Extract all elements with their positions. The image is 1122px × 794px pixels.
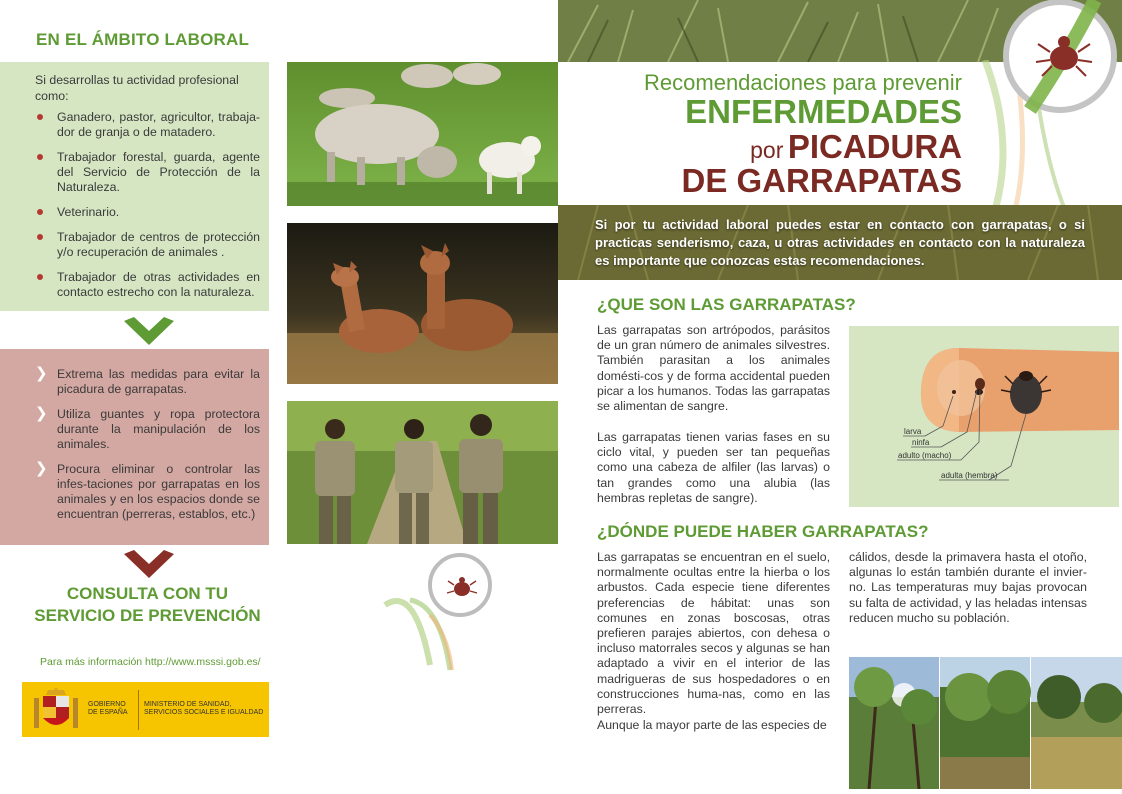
donde-paragraph-2: Aunque la mayor parte de las especies de [597, 718, 827, 732]
tick-badge-icon [1000, 0, 1118, 118]
list-item: ❯ Extrema las medidas para evitar la picadura de garrapatas. [35, 365, 260, 396]
list-item: ❯ Utiliza guantes y ropa protectora durante la manipulación de los animales. [35, 405, 260, 451]
bullet-icon [37, 274, 43, 280]
bullet-icon [37, 114, 43, 120]
more-info-link[interactable]: Para más información http://www.msssi.gob.es/ [40, 656, 261, 668]
gov-spain-text: GOBIERNO DE ESPAÑA [88, 701, 128, 716]
divider [138, 690, 139, 730]
list-item: Veterinario. [35, 205, 260, 220]
ministry-text: MINISTERIO DE SANIDAD, SERVICIOS SOCIALES E IGUALDAD [144, 701, 264, 716]
arrow-right-icon: ❯ [35, 460, 48, 477]
bullet-icon [37, 154, 43, 160]
label-adulto-macho: adulto (macho) [898, 451, 952, 460]
donde-paragraph-1: Las garrapatas se encuentran en el suelo, normalmente ocultas entre la hierba o los arbustos. Cada especie tiene diferentes preferencias de hábitat: unas son comunes en zonas boscosas, otras prefieren parajes abiertos, con dehesa o incluso matorrales secos y algunas se han adaptado a vivir en el interior de las madrigueras de sus hospedadores o en construcciones huma-nas, como en las perreras. [597, 550, 830, 717]
chevron-down-icon [124, 550, 174, 580]
section-heading-laboral: EN EL ÁMBITO LABORAL [36, 30, 250, 49]
professions-box [0, 62, 269, 311]
que-son-paragraph-2: Las garrapatas tienen varias fases en su ciclo vital, y pueden ser tan pequeñas como una cabeza de alfiler (las larvas) o tan grandes como una alubia (las hembras repletas de sangre). [597, 430, 830, 505]
list-item: Ganadero, pastor, agricultor, trabaja-dor de granja o de matadero. [35, 110, 260, 140]
bullet-icon [37, 209, 43, 215]
list-item: Trabajador de centros de protección y/o recuperación de animales . [35, 230, 260, 260]
que-son-paragraph-1: Las garrapatas son artrópodos, parásitos de un gran número de animales silvestres. También parasitan a los animales domésti-cos y de forma accidental pueden picar a los humanos. Todas las garrapatas se alimentan de sangre. [597, 323, 830, 414]
label-larva: larva [904, 427, 922, 436]
title-line-2: ENFERMEDADES [685, 93, 962, 130]
professions-list [35, 110, 260, 310]
professions-intro: Si desarrollas tu actividad profesional como: [35, 73, 239, 103]
tick-life-stages-figure [849, 326, 1119, 507]
forest-guards-photo [287, 401, 558, 544]
title-line-1: Recomendaciones para prevenir [644, 70, 962, 95]
tick-swoosh-logo-icon [370, 545, 500, 675]
bullet-icon [37, 234, 43, 240]
section-heading-que-son: ¿QUE SON LAS GARRAPATAS? [597, 295, 856, 314]
measures-box [0, 349, 269, 545]
title-line-3: por PICADURA [750, 128, 962, 165]
coat-of-arms-icon [32, 688, 80, 732]
chevron-down-icon [124, 317, 174, 347]
deer-photo [287, 223, 558, 384]
list-item: Trabajador forestal, guarda, agente del Servicio de Protección de la Naturaleza. [35, 150, 260, 195]
arrow-right-icon: ❯ [35, 405, 48, 422]
donde-paragraph-right: cálidos, desde la primavera hasta el otoño, algunas lo están también durante el invier-no. Las temperaturas muy bajas provocan su falta de actividad, y las heladas intensas reducen mucho su población. [849, 550, 1087, 625]
arrow-right-icon: ❯ [35, 365, 48, 382]
list-item: Trabajador de otras actividades en contacto estrecho con la naturaleza. [35, 270, 260, 300]
label-ninfa: ninfa [912, 438, 930, 447]
section-heading-donde: ¿DÓNDE PUEDE HABER GARRAPATAS? [597, 522, 929, 541]
sheep-photo [287, 62, 558, 206]
label-adulta-hembra: adulta (hembra) [941, 471, 998, 480]
intro-banner [558, 205, 1122, 280]
consult-prevention-service: CONSULTA CON TU SERVICIO DE PREVENCIÓN [34, 584, 261, 625]
measures-list [35, 367, 260, 532]
intro-banner-text: Si por tu actividad laboral puedes estar en contacto con garrapatas, o si practicas senderismo, caza, u otras actividades en contacto con la naturaleza es importante que conozcas estas recomendaciones. [595, 217, 1085, 268]
government-logo-bar [22, 682, 269, 737]
habitat-photos [849, 657, 1122, 789]
list-item: ❯ Procura eliminar o controlar las infes-taciones por garrapatas en los animales y en los espacios donde se encuentran (perreras, establos, etc.) [35, 460, 260, 521]
title-line-4: DE GARRAPATAS [681, 162, 962, 199]
